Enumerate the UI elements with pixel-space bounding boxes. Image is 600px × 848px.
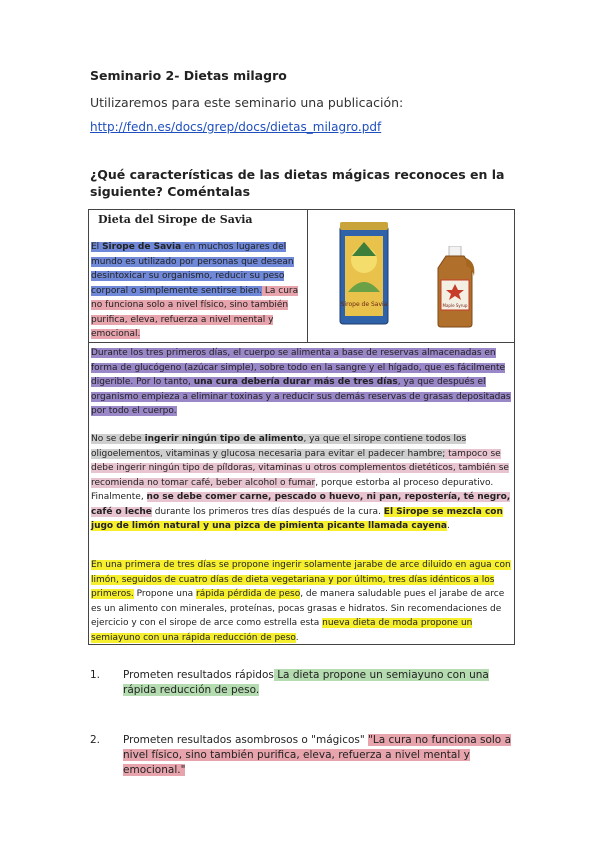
p4-text-d: , de manera saludable pues el jarabe de arce es un alimento con minerales, proteínas, pocas grasas e hidratos. Sin recomendaciones de ejercicio y con el sirope de arce como estrella esta — [91, 589, 505, 628]
p3-text-f: no se debe comer carne, pescado o huevo, ni pan, repostería, té negro, café o leche — [91, 492, 511, 517]
p4-text-f: . — [295, 632, 299, 643]
p4-text-b: Propone una — [133, 589, 197, 599]
card-paragraph-intro — [91, 240, 301, 342]
bottle-label: Maple Syrup — [442, 303, 468, 308]
p3-text-i: . — [446, 521, 450, 531]
list-item-quote: "La cura no funciona solo a nivel físico, sino también purifica, eleva, refuerza a nivel mental y emocional." — [123, 734, 512, 776]
intro-text: Utilizaremos para este seminario una publicación: — [90, 95, 404, 110]
maple-syrup-bottle-image — [432, 246, 478, 328]
p3-text-e: , porque estorba al proceso depurativo. Finalmente, — [91, 477, 494, 502]
p1-text-a: El — [91, 242, 103, 252]
p4-text-a: En una primera de tres días se propone ingerir solamente jarabe de arce diluido en agua con limón, seguidos de cuatro días de dieta vegetariana y por último, tres días idénticos a los primeros. — [91, 560, 511, 599]
page-title: Seminario 2- Dietas milagro — [90, 68, 287, 83]
card-paragraph-duration — [91, 346, 511, 419]
p3-text-c: , ya que el sirope contiene todos los oligoelementos, vitaminas y glucosa necesaria para evitar el padecer hambre; — [91, 434, 467, 459]
p2-text-b: una cura debería durar más de tres días — [193, 377, 398, 387]
list-item — [90, 733, 515, 778]
p4-text-e: nueva dieta de moda propone un semiayuno con una rápida reducción de peso — [91, 618, 473, 643]
list-item — [90, 668, 510, 698]
table-divider-vertical — [307, 209, 308, 342]
p1-text-c: en muchos lugares del mundo es utilizado por personas que desean desintoxicar su organismo, reducir su peso corporal o simplemente sentirse bien. — [91, 242, 294, 296]
list-item-number: 1. — [90, 669, 101, 681]
p3-text-b: ingerir ningún tipo de alimento — [144, 434, 304, 444]
list-item-text: Prometen resultados rápidos — [123, 669, 274, 681]
tin-label: Sirope de Savia — [340, 301, 388, 308]
p1-text-d: La cura no funciona solo a nivel físico, sino también purifica, eleva, refuerza a nivel mental y emocional. — [91, 285, 299, 339]
question-heading: ¿Qué características de las dietas mágicas reconoces en la siguiente? Coméntalas — [90, 167, 505, 199]
p2-text-a: Durante los tres primeros días, el cuerpo se alimenta a base de reservas almacenadas en forma de glucógeno (azúcar simple), sobre todo en la sangre y el hígado, que es fácilmente digerible. Por lo tanto, — [91, 348, 506, 387]
list-item-quote: La dieta propone un semiayuno con una rápida reducción de peso. — [123, 669, 489, 696]
p3-text-a: No se debe — [91, 434, 145, 444]
p3-text-d: tampoco se debe ingerir ningún tipo de píldoras, vitaminas u otros complementos dietéticos, también se recomienda no tomar café, beber alcohol o fumar — [91, 448, 509, 488]
card-paragraph-plan — [91, 558, 511, 645]
p2-text-c: , ya que después el organismo empieza a eliminar toxinas y a reducir sus demás reservas de grasas depositadas por todo el cuerpo. — [91, 377, 511, 416]
list-item-number: 2. — [90, 734, 101, 746]
list-item-text: Prometen resultados asombrosos o "mágicos" — [123, 734, 369, 746]
p3-text-g: durante los primeros tres días después de la cura. — [151, 506, 384, 517]
card-paragraph-rules — [91, 432, 511, 534]
p3-text-h: El Sirope se mezcla con jugo de limón natural y una pizca de pimienta picante llamada cayena — [91, 506, 503, 531]
card-title: Dieta del Sirope de Savia — [98, 213, 253, 226]
p4-text-c: rápida pérdida de peso — [196, 589, 301, 599]
table-divider-horizontal — [88, 342, 515, 343]
source-link[interactable]: http://fedn.es/docs/grep/docs/dietas_milagro.pdf — [90, 120, 382, 134]
p1-text-b: Sirope de Savia — [102, 242, 182, 252]
sirope-tin-image — [338, 220, 390, 326]
